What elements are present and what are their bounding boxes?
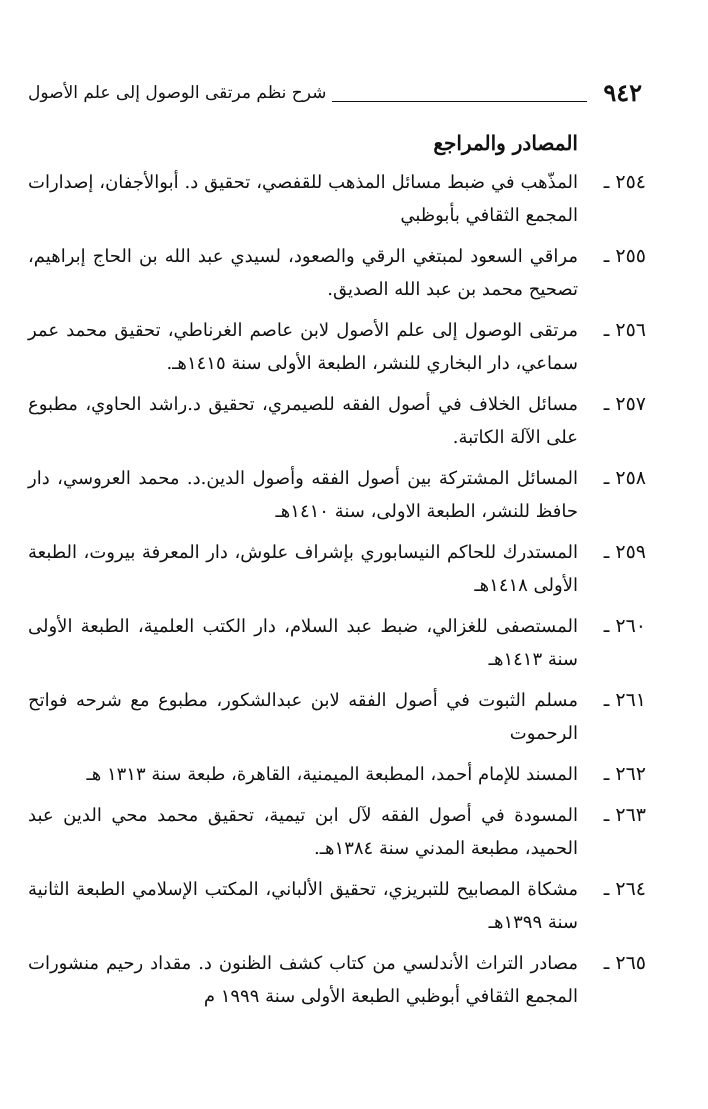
entry-number: ٢٦٤ ـ — [603, 878, 646, 900]
entry-number: ٢٥٨ ـ — [603, 467, 646, 489]
reference-entry — [28, 947, 646, 1013]
entry-text: المستصفى للغزالي، ضبط عبد السلام، دار الكتب العلمية، الطبعة الأولى سنة ١٤١٣هـ — [28, 616, 578, 670]
header-rule — [332, 101, 587, 102]
entry-text: مرتقى الوصول إلى علم الأصول لابن عاصم الغرناطي، تحقيق محمد عمر سماعي، دار البخاري للنشر، الطبعة الأولى سنة ١٤١٥هـ. — [28, 320, 578, 374]
entry-number: ٢٦٣ ـ — [603, 804, 646, 826]
reference-entry — [28, 799, 646, 865]
entry-text: مراقي السعود لمبتغي الرقي والصعود، لسيدي عبد الله بن الحاج إبراهيم، تصحيح محمد بن عبد الله الصديق. — [28, 246, 578, 300]
entry-text: المسودة في أصول الفقه لآل ابن تيمية، تحقيق محمد محي الدين عبد الحميد، مطبعة المدني سنة ١٣٨٤هـ. — [28, 805, 578, 859]
entry-number: ٢٥٧ ـ — [603, 393, 646, 415]
entry-text: المذّهب في ضبط مسائل المذهب للقفصي، تحقيق د. أبوالأجفان، إصدارات المجمع الثقافي بأبوظبي — [28, 172, 578, 226]
section-title: المصادر والمراجع — [433, 131, 578, 155]
entry-text: المسائل المشتركة بين أصول الفقه وأصول الدين.د. محمد العروسي، دار حافظ للنشر، الطبعة الاولى، سنة ١٤١٠هـ — [28, 468, 578, 522]
running-title: شرح نظم مرتقى الوصول إلى علم الأصول — [28, 83, 327, 103]
reference-entry — [28, 314, 646, 380]
reference-list — [28, 166, 646, 1021]
reference-entry — [28, 240, 646, 306]
page-number: ٩٤٢ — [603, 78, 642, 107]
entry-text: مصادر التراث الأندلسي من كتاب كشف الظنون د. مقداد رحيم منشورات المجمع الثقافي أبوظبي الطبعة الأولى سنة ١٩٩٩ م — [28, 953, 578, 1007]
entry-number: ٢٦٥ ـ — [603, 952, 646, 974]
reference-entry — [28, 462, 646, 528]
reference-entry — [28, 166, 646, 232]
reference-entry — [28, 684, 646, 750]
entry-number: ٢٦١ ـ — [603, 689, 646, 711]
reference-entry — [28, 873, 646, 939]
entry-number: ٢٦٠ ـ — [603, 615, 646, 637]
reference-entry — [28, 388, 646, 454]
entry-number: ٢٥٤ ـ — [603, 171, 646, 193]
entry-text: المستدرك للحاكم النيسابوري بإشراف علوش، دار المعرفة بيروت، الطبعة الأولى ١٤١٨هـ — [28, 542, 578, 596]
entry-text: المسند للإمام أحمد، المطبعة الميمنية، القاهرة، طبعة سنة ١٣١٣ هـ — [86, 764, 578, 785]
entry-number: ٢٥٩ ـ — [603, 541, 646, 563]
entry-text: مسلم الثبوت في أصول الفقه لابن عبدالشكور، مطبوع مع شرحه فواتح الرحموت — [28, 690, 578, 744]
reference-entry — [28, 536, 646, 602]
entry-text: مسائل الخلاف في أصول الفقه للصيمري، تحقيق د.راشد الحاوي، مطبوع على الآلة الكاتبة. — [28, 394, 578, 448]
page-header — [28, 74, 642, 108]
entry-number: ٢٥٦ ـ — [603, 319, 646, 341]
reference-entry — [28, 758, 646, 791]
reference-entry — [28, 610, 646, 676]
entry-number: ٢٦٢ ـ — [603, 763, 646, 785]
entry-number: ٢٥٥ ـ — [603, 245, 646, 267]
entry-text: مشكاة المصابيح للتبريزي، تحقيق الألباني، المكتب الإسلامي الطبعة الثانية سنة ١٣٩٩هـ — [28, 879, 578, 933]
